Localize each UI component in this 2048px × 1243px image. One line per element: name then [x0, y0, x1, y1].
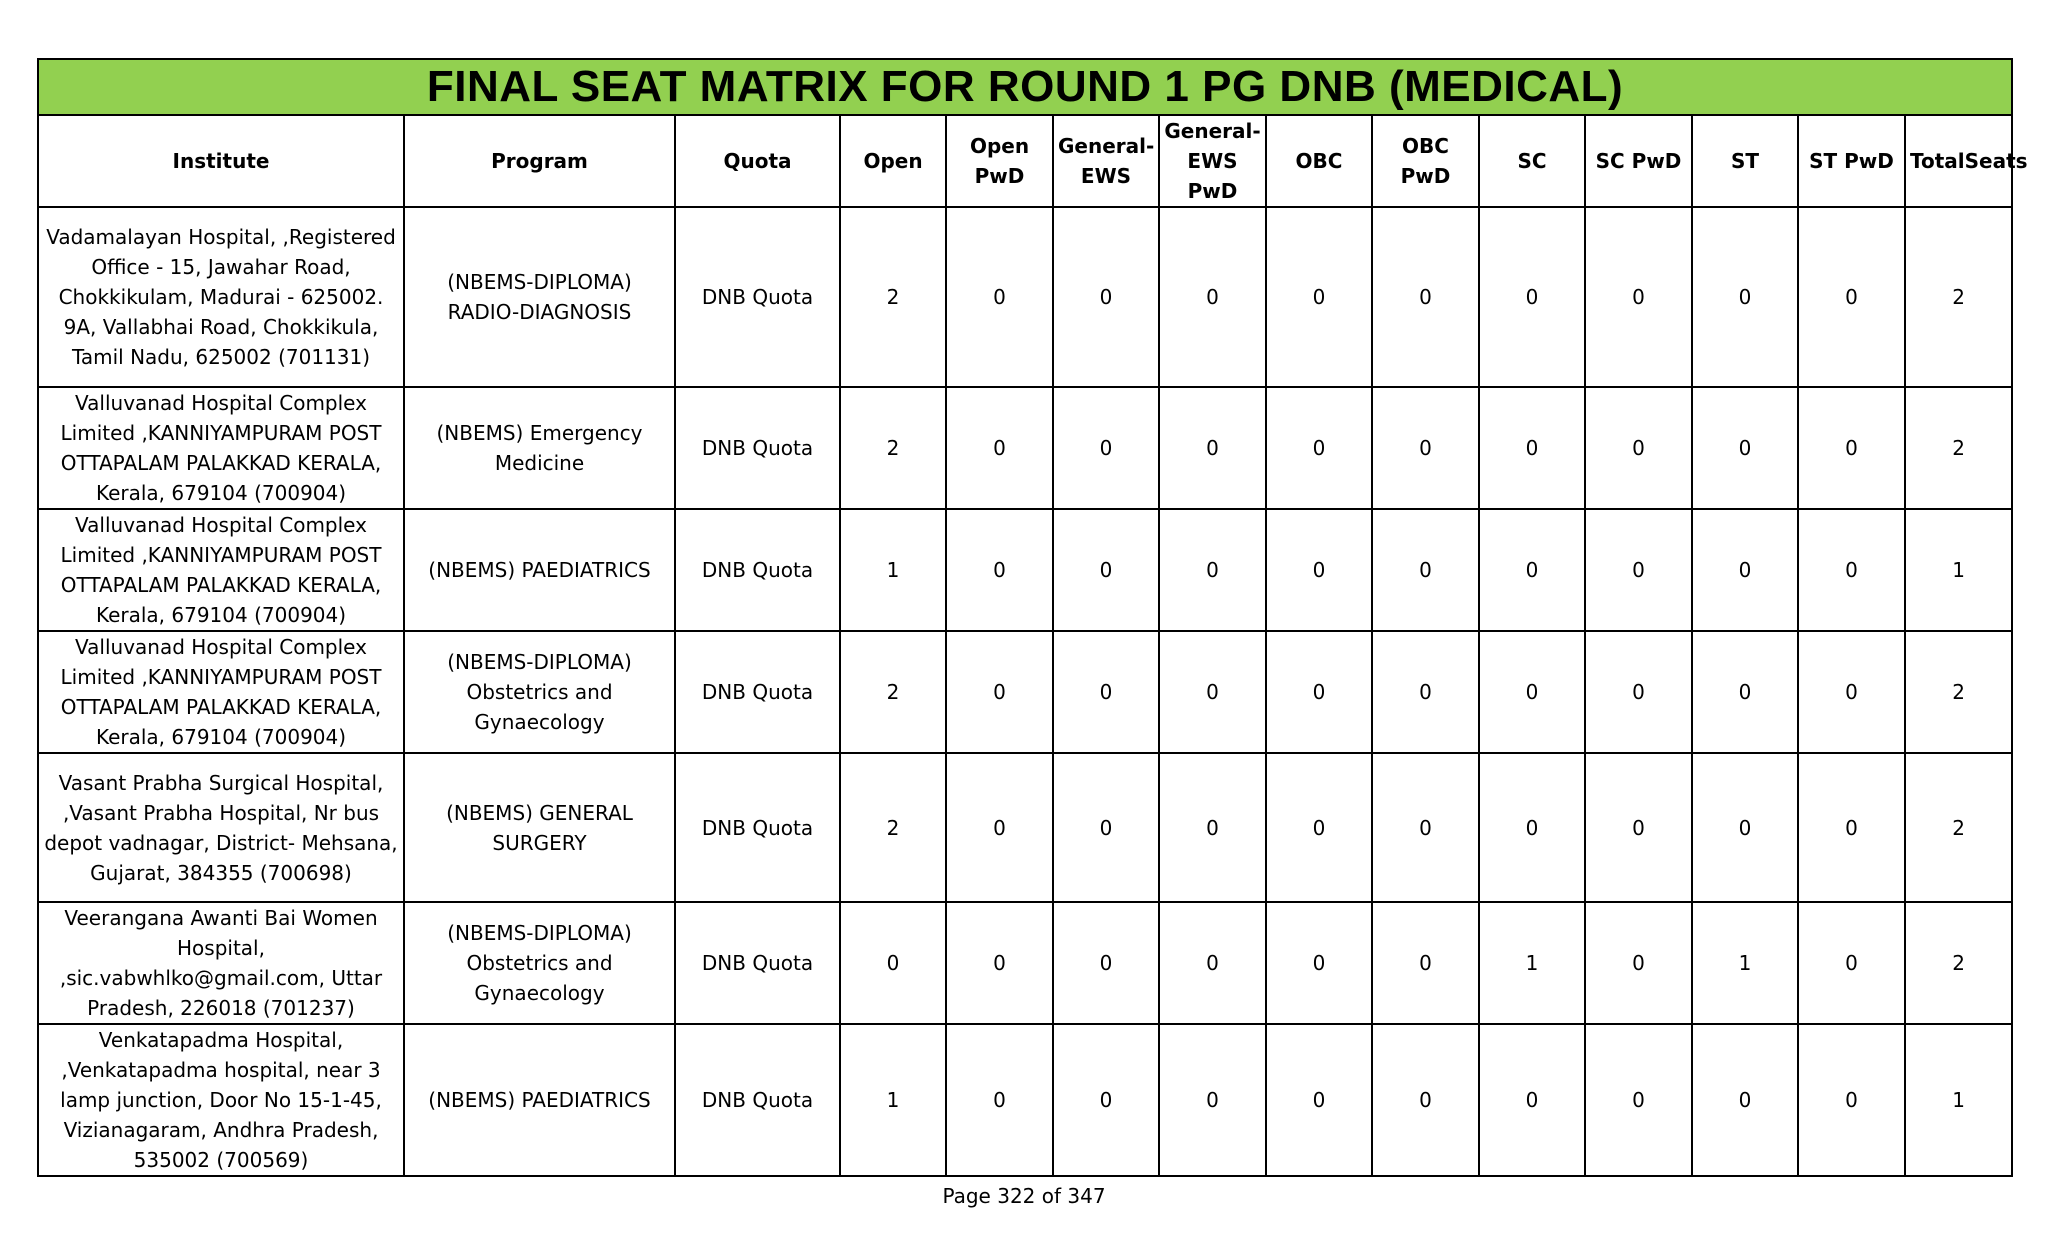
sc-pwd-cell: 0	[1585, 753, 1692, 902]
general-ews-pwd-cell: 0	[1159, 509, 1266, 631]
program-cell: (NBEMS) Emergency Medicine	[404, 387, 675, 509]
st-pwd-cell: 0	[1798, 207, 1905, 387]
total-seats-cell: 2	[1905, 753, 2012, 902]
table-row	[38, 631, 2012, 753]
st-pwd-cell: 0	[1798, 631, 1905, 753]
column-header-total-seats: TotalSeats	[1905, 115, 2012, 207]
sc-cell: 0	[1479, 509, 1585, 631]
sc-cell: 0	[1479, 631, 1585, 753]
general-ews-cell: 0	[1053, 207, 1159, 387]
sc-pwd-cell: 0	[1585, 387, 1692, 509]
general-ews-cell: 0	[1053, 902, 1159, 1024]
open-cell: 1	[840, 509, 946, 631]
page-number: Page 322 of 347	[942, 1184, 1106, 1208]
st-cell: 0	[1692, 207, 1798, 387]
sc-cell: 0	[1479, 1024, 1585, 1176]
program-cell: (NBEMS-DIPLOMA) RADIO-DIAGNOSIS	[404, 207, 675, 387]
column-header-institute: Institute	[38, 115, 404, 207]
quota-cell: DNB Quota	[675, 509, 840, 631]
institute-cell: Valluvanad Hospital Complex Limited ,KANNIYAMPURAM POST OTTAPALAM PALAKKAD KERALA, Kerala, 679104 (700904)	[38, 509, 404, 631]
general-ews-cell: 0	[1053, 1024, 1159, 1176]
institute-cell: Veerangana Awanti Bai Women Hospital, ,sic.vabwhlko@gmail.com, Uttar Pradesh, 226018 (701237)	[38, 902, 404, 1024]
institute-cell: Venkatapadma Hospital, ,Venkatapadma hospital, near 3 lamp junction, Door No 15-1-45, Vizianagaram, Andhra Pradesh, 535002 (700569)	[38, 1024, 404, 1176]
st-cell: 0	[1692, 509, 1798, 631]
open-cell: 2	[840, 387, 946, 509]
program-cell: (NBEMS) GENERAL SURGERY	[404, 753, 675, 902]
general-ews-pwd-cell: 0	[1159, 1024, 1266, 1176]
column-header-open: Open	[840, 115, 946, 207]
open-cell: 2	[840, 753, 946, 902]
st-cell: 0	[1692, 1024, 1798, 1176]
quota-cell: DNB Quota	[675, 207, 840, 387]
obc-cell: 0	[1266, 631, 1372, 753]
column-header-sc-pwd: SC PwD	[1585, 115, 1692, 207]
general-ews-cell: 0	[1053, 509, 1159, 631]
table-row	[38, 1024, 2012, 1176]
st-pwd-cell: 0	[1798, 509, 1905, 631]
general-ews-pwd-cell: 0	[1159, 387, 1266, 509]
column-header-general-ews: General-EWS	[1053, 115, 1159, 207]
seat-matrix-sheet	[37, 58, 2028, 1177]
table-row	[38, 509, 2012, 631]
obc-pwd-cell: 0	[1372, 1024, 1479, 1176]
obc-cell: 0	[1266, 509, 1372, 631]
program-cell: (NBEMS) PAEDIATRICS	[404, 509, 675, 631]
obc-cell: 0	[1266, 1024, 1372, 1176]
seat-matrix-table	[37, 58, 2028, 1177]
institute-cell: Vadamalayan Hospital, ,Registered Office - 15, Jawahar Road, Chokkikulam, Madurai - 625002. 9A, Vallabhai Road, Chokkikula, Tamil Nadu, 625002 (701131)	[38, 207, 404, 387]
seat-matrix-body	[38, 207, 2012, 1176]
column-header-sc: SC	[1479, 115, 1585, 207]
quota-cell: DNB Quota	[675, 1024, 840, 1176]
open-pwd-cell: 0	[946, 902, 1053, 1024]
general-ews-pwd-cell: 0	[1159, 902, 1266, 1024]
open-cell: 2	[840, 631, 946, 753]
general-ews-cell: 0	[1053, 387, 1159, 509]
header-row	[38, 115, 2012, 207]
st-cell: 0	[1692, 753, 1798, 902]
column-header-program: Program	[404, 115, 675, 207]
obc-cell: 0	[1266, 753, 1372, 902]
column-header-obc-pwd: OBC PwD	[1372, 115, 1479, 207]
general-ews-pwd-cell: 0	[1159, 207, 1266, 387]
sc-pwd-cell: 0	[1585, 631, 1692, 753]
open-pwd-cell: 0	[946, 387, 1053, 509]
total-seats-cell: 2	[1905, 631, 2012, 753]
sc-cell: 0	[1479, 387, 1585, 509]
column-header-st: ST	[1692, 115, 1798, 207]
st-pwd-cell: 0	[1798, 1024, 1905, 1176]
general-ews-pwd-cell: 0	[1159, 631, 1266, 753]
sc-cell: 1	[1479, 902, 1585, 1024]
open-pwd-cell: 0	[946, 509, 1053, 631]
table-row	[38, 387, 2012, 509]
open-cell: 2	[840, 207, 946, 387]
open-pwd-cell: 0	[946, 753, 1053, 902]
obc-cell: 0	[1266, 902, 1372, 1024]
obc-cell: 0	[1266, 207, 1372, 387]
total-seats-cell: 2	[1905, 387, 2012, 509]
sc-pwd-cell: 0	[1585, 207, 1692, 387]
sc-cell: 0	[1479, 753, 1585, 902]
program-cell: (NBEMS-DIPLOMA) Obstetrics and Gynaecology	[404, 902, 675, 1024]
column-header-obc: OBC	[1266, 115, 1372, 207]
program-cell: (NBEMS) PAEDIATRICS	[404, 1024, 675, 1176]
column-header-st-pwd: ST PwD	[1798, 115, 1905, 207]
st-cell: 0	[1692, 631, 1798, 753]
general-ews-pwd-cell: 0	[1159, 753, 1266, 902]
st-cell: 0	[1692, 387, 1798, 509]
institute-cell: Valluvanad Hospital Complex Limited ,KANNIYAMPURAM POST OTTAPALAM PALAKKAD KERALA, Kerala, 679104 (700904)	[38, 631, 404, 753]
quota-cell: DNB Quota	[675, 387, 840, 509]
open-pwd-cell: 0	[946, 207, 1053, 387]
open-cell: 0	[840, 902, 946, 1024]
total-seats-cell: 1	[1905, 509, 2012, 631]
obc-pwd-cell: 0	[1372, 509, 1479, 631]
obc-pwd-cell: 0	[1372, 207, 1479, 387]
obc-pwd-cell: 0	[1372, 387, 1479, 509]
sc-cell: 0	[1479, 207, 1585, 387]
st-pwd-cell: 0	[1798, 902, 1905, 1024]
sc-pwd-cell: 0	[1585, 1024, 1692, 1176]
total-seats-cell: 2	[1905, 902, 2012, 1024]
institute-cell: Vasant Prabha Surgical Hospital, ,Vasant Prabha Hospital, Nr bus depot vadnagar, District- Mehsana, Gujarat, 384355 (700698)	[38, 753, 404, 902]
program-cell: (NBEMS-DIPLOMA) Obstetrics and Gynaecology	[404, 631, 675, 753]
st-pwd-cell: 0	[1798, 387, 1905, 509]
general-ews-cell: 0	[1053, 631, 1159, 753]
column-header-open-pwd: Open PwD	[946, 115, 1053, 207]
quota-cell: DNB Quota	[675, 902, 840, 1024]
page-title: FINAL SEAT MATRIX FOR ROUND 1 PG DNB (MEDICAL)	[38, 59, 2012, 115]
column-header-quota: Quota	[675, 115, 840, 207]
column-header-general-ews-pwd: General-EWS PwD	[1159, 115, 1266, 207]
open-pwd-cell: 0	[946, 631, 1053, 753]
obc-cell: 0	[1266, 387, 1372, 509]
open-pwd-cell: 0	[946, 1024, 1053, 1176]
st-cell: 1	[1692, 902, 1798, 1024]
obc-pwd-cell: 0	[1372, 631, 1479, 753]
obc-pwd-cell: 0	[1372, 753, 1479, 902]
table-row	[38, 207, 2012, 387]
table-row	[38, 902, 2012, 1024]
total-seats-cell: 2	[1905, 207, 2012, 387]
table-row	[38, 753, 2012, 902]
general-ews-cell: 0	[1053, 753, 1159, 902]
open-cell: 1	[840, 1024, 946, 1176]
st-pwd-cell: 0	[1798, 753, 1905, 902]
sc-pwd-cell: 0	[1585, 509, 1692, 631]
sc-pwd-cell: 0	[1585, 902, 1692, 1024]
institute-cell: Valluvanad Hospital Complex Limited ,KANNIYAMPURAM POST OTTAPALAM PALAKKAD KERALA, Kerala, 679104 (700904)	[38, 387, 404, 509]
total-seats-cell: 1	[1905, 1024, 2012, 1176]
obc-pwd-cell: 0	[1372, 902, 1479, 1024]
quota-cell: DNB Quota	[675, 753, 840, 902]
quota-cell: DNB Quota	[675, 631, 840, 753]
